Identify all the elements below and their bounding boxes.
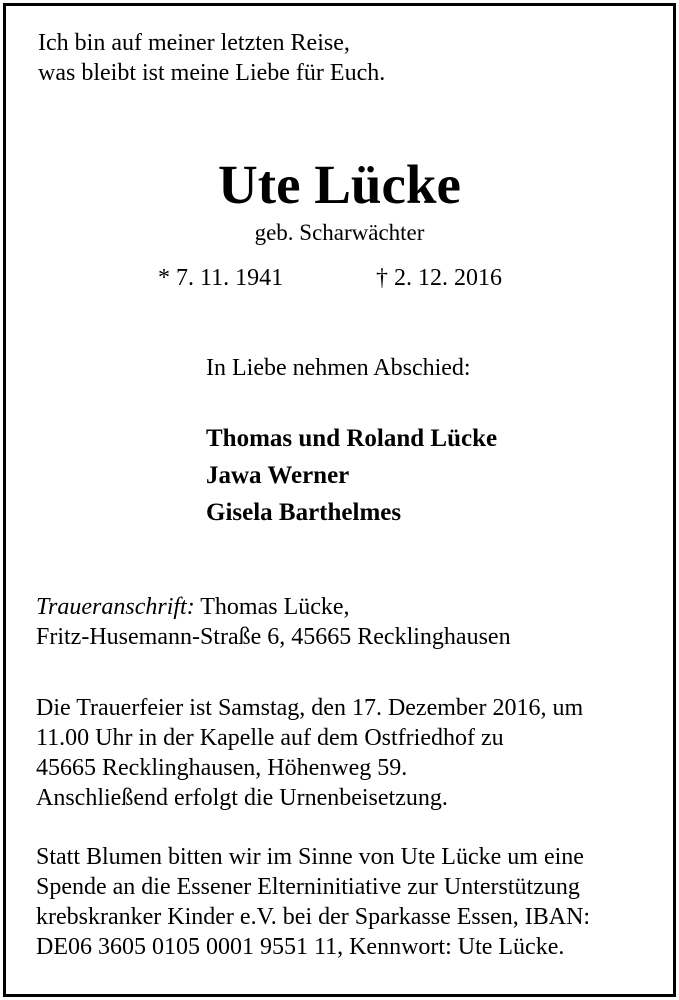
address-name: Thomas Lücke,	[194, 594, 350, 620]
mourning-address	[36, 592, 511, 652]
funeral-line: 11.00 Uhr in der Kapelle auf dem Ostfriedhof zu	[36, 725, 504, 751]
donation-line: krebskranker Kinder e.V. bei der Sparkasse Essen, IBAN:	[36, 904, 591, 930]
mourner-name: Gisela Barthelmes	[206, 499, 402, 526]
motto-verse	[38, 28, 385, 88]
address-line	[36, 592, 511, 622]
mourner-name: Thomas und Roland Lücke	[206, 425, 498, 452]
motto-line: Ich bin auf meiner letzten Reise,	[38, 30, 350, 56]
birth-name: geb. Scharwächter	[254, 220, 425, 245]
donation-line: Spende an die Essener Elterninitiative zur Unterstützung	[36, 874, 580, 900]
funeral-line: Anschließend erfolgt die Urnenbeisetzung.	[36, 785, 448, 811]
address-label: Traueranschrift:	[36, 594, 195, 620]
mourner-name: Jawa Werner	[206, 462, 350, 489]
funeral-info	[36, 693, 583, 813]
deceased-name: Ute Lücke	[218, 154, 461, 215]
donation-request	[36, 842, 590, 962]
funeral-line: Die Trauerfeier ist Samstag, den 17. Dezember 2016, um	[36, 695, 584, 721]
address-street: Fritz-Husemann-Straße 6, 45665 Recklinghausen	[36, 624, 511, 650]
death-date: † 2. 12. 2016	[376, 265, 502, 291]
motto-line: was bleibt ist meine Liebe für Euch.	[38, 60, 386, 86]
funeral-line: 45665 Recklinghausen, Höhenweg 59.	[36, 755, 408, 781]
farewell-intro: In Liebe nehmen Abschied:	[206, 355, 471, 381]
mourners-list	[206, 420, 497, 531]
donation-line: Statt Blumen bitten wir im Sinne von Ute Lücke um eine	[36, 844, 584, 870]
birth-date: * 7. 11. 1941	[158, 265, 284, 291]
donation-line: DE06 3605 0105 0001 9551 11, Kennwort: Ute Lücke.	[36, 934, 565, 960]
